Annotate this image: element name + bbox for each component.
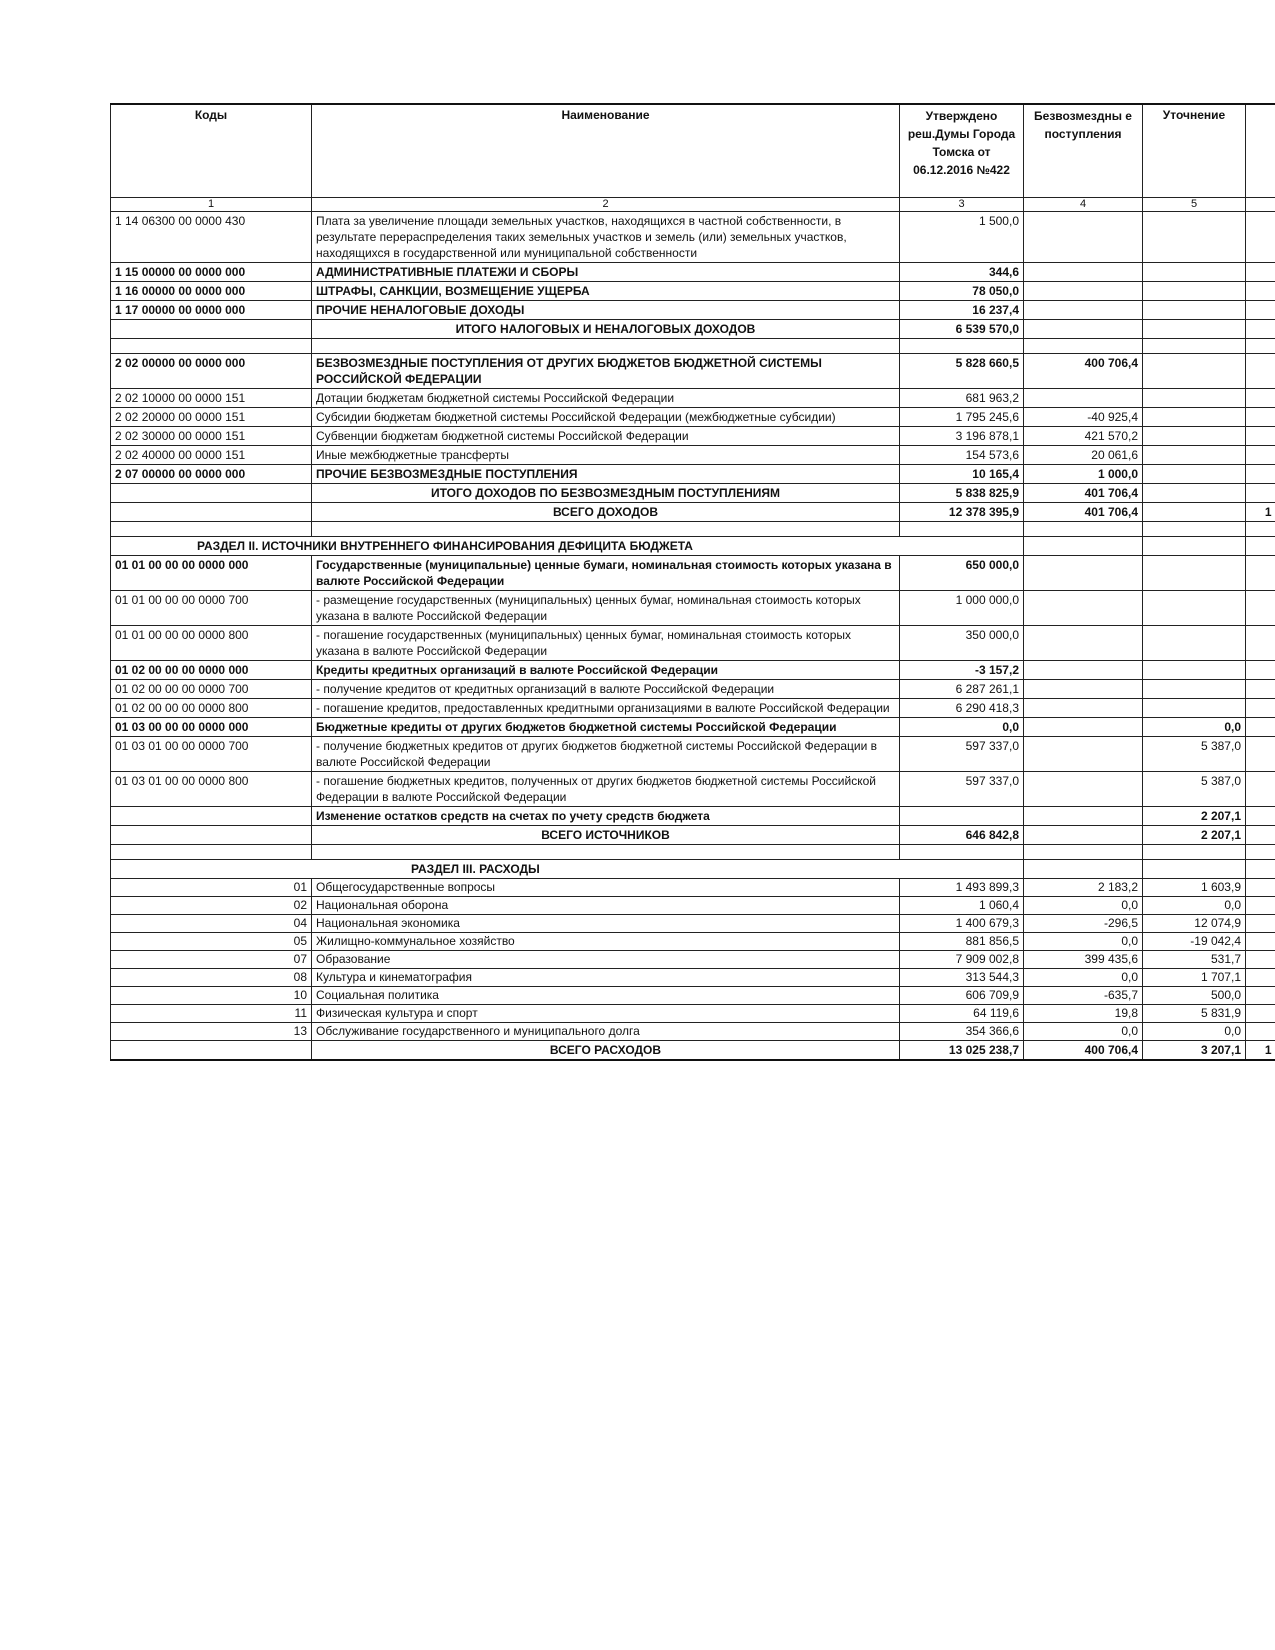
- row-name: Субсидии бюджетам бюджетной системы Российской Федерации (межбюджетные субсидии): [312, 407, 900, 426]
- header-clarification: Уточнение: [1143, 104, 1246, 197]
- table-row: [111, 555, 1275, 590]
- row-approved: 1 493 899,3: [900, 878, 1024, 896]
- row-code: 1 15 00000 00 0000 000: [111, 262, 312, 281]
- row-approved: 354 366,6: [900, 1022, 1024, 1040]
- table-row: [111, 736, 1275, 771]
- row-name: Изменение остатков средств на счетах по учету средств бюджета: [312, 806, 900, 825]
- table-row: [111, 1022, 1275, 1040]
- row-code: 07: [111, 950, 312, 968]
- table-row: [111, 914, 1275, 932]
- row-code: 08: [111, 968, 312, 986]
- row-clarification: -19 042,4: [1143, 932, 1246, 950]
- row-approved: 10 165,4: [900, 464, 1024, 483]
- row-clarification: 1 707,1: [1143, 968, 1246, 986]
- row-code: 01 02 00 00 00 0000 800: [111, 698, 312, 717]
- row-approved: 597 337,0: [900, 736, 1024, 771]
- row-name: Культура и кинематография: [312, 968, 900, 986]
- row-approved: 1 400 679,3: [900, 914, 1024, 932]
- row-clarification: 0,0: [1143, 717, 1246, 736]
- row-code: 01: [111, 878, 312, 896]
- row-code: 01 01 00 00 00 0000 800: [111, 625, 312, 660]
- row-approved: 1 000 000,0: [900, 590, 1024, 625]
- row-name: Национальная экономика: [312, 914, 900, 932]
- table-row: [111, 986, 1275, 1004]
- row-code: 05: [111, 932, 312, 950]
- row-code: 11: [111, 1004, 312, 1022]
- colnum-3: 3: [900, 197, 1024, 211]
- row-clarification: 2 207,1: [1143, 806, 1246, 825]
- row-approved: 13 025 238,7: [900, 1040, 1024, 1060]
- row-approved: 606 709,9: [900, 986, 1024, 1004]
- row-approved: 313 544,3: [900, 968, 1024, 986]
- row-approved: 1 795 245,6: [900, 407, 1024, 426]
- row-approved: 5 828 660,5: [900, 353, 1024, 388]
- row-approved: 881 856,5: [900, 932, 1024, 950]
- row-approved: 350 000,0: [900, 625, 1024, 660]
- budget-document: [110, 103, 1275, 1061]
- row-code: 01 02 00 00 00 0000 000: [111, 660, 312, 679]
- row-code: 2 02 00000 00 0000 000: [111, 353, 312, 388]
- table-row: [111, 968, 1275, 986]
- row-name: ПРОЧИЕ БЕЗВОЗМЕЗДНЫЕ ПОСТУПЛЕНИЯ: [312, 464, 900, 483]
- table-row: [111, 625, 1275, 660]
- row-name: АДМИНИСТРАТИВНЫЕ ПЛАТЕЖИ И СБОРЫ: [312, 262, 900, 281]
- table-row: [111, 771, 1275, 806]
- subtotal-row: [111, 483, 1275, 502]
- row-clarification: 0,0: [1143, 1022, 1246, 1040]
- spacer-row: [111, 338, 1275, 353]
- colnum-5: 5: [1143, 197, 1246, 211]
- table-row: [111, 281, 1275, 300]
- colnum-1: 1: [111, 197, 312, 211]
- table-row: [111, 262, 1275, 281]
- row-approved: 64 119,6: [900, 1004, 1024, 1022]
- row-name: Физическая культура и спорт: [312, 1004, 900, 1022]
- row-code: 2 02 30000 00 0000 151: [111, 426, 312, 445]
- row-gratuitous: -40 925,4: [1024, 407, 1143, 426]
- colnum-4: 4: [1024, 197, 1143, 211]
- row-code: 10: [111, 986, 312, 1004]
- table-row: [111, 932, 1275, 950]
- table-row: [111, 806, 1275, 825]
- table-row: [111, 660, 1275, 679]
- row-name: Кредиты кредитных организаций в валюте Российской Федерации: [312, 660, 900, 679]
- section-title: РАЗДЕЛ II. ИСТОЧНИКИ ВНУТРЕННЕГО ФИНАНСИРОВАНИЯ ДЕФИЦИТА БЮДЖЕТА: [111, 536, 1024, 555]
- row-code: 1 14 06300 00 0000 430: [111, 211, 312, 262]
- row-name: Государственные (муниципальные) ценные бумаги, номинальная стоимость которых указана в валюте Российской Федерации: [312, 555, 900, 590]
- header-approved: Утверждено реш.Думы Города Томска от 06.12.2016 №422: [900, 104, 1024, 197]
- table-row: [111, 698, 1275, 717]
- row-approved: 1 500,0: [900, 211, 1024, 262]
- table-row: [111, 878, 1275, 896]
- row-approved: 650 000,0: [900, 555, 1024, 590]
- header-extra: [1246, 104, 1275, 197]
- table-row: [111, 426, 1275, 445]
- row-gratuitous: 0,0: [1024, 1022, 1143, 1040]
- row-clarification: 5 831,9: [1143, 1004, 1246, 1022]
- row-code: 01 01 00 00 00 0000 700: [111, 590, 312, 625]
- table-row: [111, 388, 1275, 407]
- row-approved: 681 963,2: [900, 388, 1024, 407]
- row-name: Дотации бюджетам бюджетной системы Российской Федерации: [312, 388, 900, 407]
- row-approved: 6 290 418,3: [900, 698, 1024, 717]
- row-approved: -3 157,2: [900, 660, 1024, 679]
- row-clarification: 3 207,1: [1143, 1040, 1246, 1060]
- row-gratuitous: -296,5: [1024, 914, 1143, 932]
- row-extra: 1: [1246, 502, 1275, 521]
- row-gratuitous: 0,0: [1024, 896, 1143, 914]
- row-approved: 6 539 570,0: [900, 319, 1024, 338]
- row-name: ИТОГО ДОХОДОВ ПО БЕЗВОЗМЕЗДНЫМ ПОСТУПЛЕНИЯМ: [312, 483, 900, 502]
- row-code: 1 16 00000 00 0000 000: [111, 281, 312, 300]
- row-name: ВСЕГО ДОХОДОВ: [312, 502, 900, 521]
- row-extra: 1: [1246, 1040, 1275, 1060]
- row-code: 04: [111, 914, 312, 932]
- row-gratuitous: 2 183,2: [1024, 878, 1143, 896]
- row-clarification: 500,0: [1143, 986, 1246, 1004]
- row-code: 1 17 00000 00 0000 000: [111, 300, 312, 319]
- row-name: ИТОГО НАЛОГОВЫХ И НЕНАЛОГОВЫХ ДОХОДОВ: [312, 319, 900, 338]
- row-code: 01 01 00 00 00 0000 000: [111, 555, 312, 590]
- row-name: Социальная политика: [312, 986, 900, 1004]
- row-code: 2 07 00000 00 0000 000: [111, 464, 312, 483]
- row-approved: 646 842,8: [900, 825, 1024, 844]
- row-gratuitous: 20 061,6: [1024, 445, 1143, 464]
- spacer-row: [111, 844, 1275, 859]
- table-row: [111, 464, 1275, 483]
- row-name: Жилищно-коммунальное хозяйство: [312, 932, 900, 950]
- row-approved: 78 050,0: [900, 281, 1024, 300]
- row-name: Плата за увеличение площади земельных участков, находящихся в частной собственности, в результате перераспределения таких земельных участков и земель (или) земельных участков, находящихся в государственной или муниципальной собственности: [312, 211, 900, 262]
- table-row: [111, 300, 1275, 319]
- row-name: Национальная оборона: [312, 896, 900, 914]
- row-approved: 7 909 002,8: [900, 950, 1024, 968]
- row-gratuitous: -635,7: [1024, 986, 1143, 1004]
- row-name: - погашение бюджетных кредитов, полученных от других бюджетов бюджетной системы Российской Федерации в валюте Российской Федерации: [312, 771, 900, 806]
- row-code: 2 02 20000 00 0000 151: [111, 407, 312, 426]
- row-clarification: 5 387,0: [1143, 736, 1246, 771]
- row-name: - размещение государственных (муниципальных) ценных бумаг, номинальная стоимость которых указана в валюте Российской Федерации: [312, 590, 900, 625]
- table-row: [111, 445, 1275, 464]
- row-name: ВСЕГО ИСТОЧНИКОВ: [312, 825, 900, 844]
- row-clarification: 1 603,9: [1143, 878, 1246, 896]
- table-row: [111, 717, 1275, 736]
- row-gratuitous: 19,8: [1024, 1004, 1143, 1022]
- row-gratuitous: 0,0: [1024, 968, 1143, 986]
- row-approved: 1 060,4: [900, 896, 1024, 914]
- table-row: [111, 353, 1275, 388]
- row-name: БЕЗВОЗМЕЗДНЫЕ ПОСТУПЛЕНИЯ ОТ ДРУГИХ БЮДЖЕТОВ БЮДЖЕТНОЙ СИСТЕМЫ РОССИЙСКОЙ ФЕДЕРАЦИИ: [312, 353, 900, 388]
- row-approved: 6 287 261,1: [900, 679, 1024, 698]
- row-name: Бюджетные кредиты от других бюджетов бюджетной системы Российской Федерации: [312, 717, 900, 736]
- header-row: [111, 104, 1275, 197]
- header-gratuitous: Безвозмездны е поступления: [1024, 104, 1143, 197]
- row-gratuitous: 0,0: [1024, 932, 1143, 950]
- row-approved: 3 196 878,1: [900, 426, 1024, 445]
- row-name: - получение кредитов от кредитных организаций в валюте Российской Федерации: [312, 679, 900, 698]
- row-code: 13: [111, 1022, 312, 1040]
- section-title: РАЗДЕЛ III. РАСХОДЫ: [111, 859, 1024, 878]
- table-row: [111, 211, 1275, 262]
- row-name: ШТРАФЫ, САНКЦИИ, ВОЗМЕЩЕНИЕ УЩЕРБА: [312, 281, 900, 300]
- row-approved: 0,0: [900, 717, 1024, 736]
- row-name: Субвенции бюджетам бюджетной системы Российской Федерации: [312, 426, 900, 445]
- row-code: 01 03 01 00 00 0000 700: [111, 736, 312, 771]
- table-row: [111, 679, 1275, 698]
- row-gratuitous: 399 435,6: [1024, 950, 1143, 968]
- row-approved: 154 573,6: [900, 445, 1024, 464]
- subtotal-row: [111, 319, 1275, 338]
- header-codes: Коды: [111, 104, 312, 197]
- row-name: ВСЕГО РАСХОДОВ: [312, 1040, 900, 1060]
- table-row: [111, 950, 1275, 968]
- total-expenses-row: [111, 1040, 1275, 1060]
- row-name: Иные межбюджетные трансферты: [312, 445, 900, 464]
- row-approved: 16 237,4: [900, 300, 1024, 319]
- row-code: 02: [111, 896, 312, 914]
- spacer-row: [111, 521, 1275, 536]
- total-income-row: [111, 502, 1275, 521]
- row-gratuitous: 400 706,4: [1024, 1040, 1143, 1060]
- row-clarification: 0,0: [1143, 896, 1246, 914]
- budget-table: [110, 103, 1275, 1061]
- column-numbers-row: [111, 197, 1275, 211]
- row-clarification: 531,7: [1143, 950, 1246, 968]
- section-title-row: [111, 536, 1275, 555]
- row-gratuitous: 421 570,2: [1024, 426, 1143, 445]
- row-name: Образование: [312, 950, 900, 968]
- table-row: [111, 1004, 1275, 1022]
- row-approved: 597 337,0: [900, 771, 1024, 806]
- row-name: - получение бюджетных кредитов от других бюджетов бюджетной системы Российской Федерации в валюте Российской Федерации: [312, 736, 900, 771]
- row-code: 01 02 00 00 00 0000 700: [111, 679, 312, 698]
- row-gratuitous: 1 000,0: [1024, 464, 1143, 483]
- row-gratuitous: 401 706,4: [1024, 502, 1143, 521]
- row-code: 2 02 10000 00 0000 151: [111, 388, 312, 407]
- section-title-row: [111, 859, 1275, 878]
- row-name: - погашение государственных (муниципальных) ценных бумаг, номинальная стоимость которых указана в валюте Российской Федерации: [312, 625, 900, 660]
- table-row: [111, 896, 1275, 914]
- row-clarification: 12 074,9: [1143, 914, 1246, 932]
- row-code: 01 03 01 00 00 0000 800: [111, 771, 312, 806]
- total-sources-row: [111, 825, 1275, 844]
- row-name: - погашение кредитов, предоставленных кредитными организациями в валюте Российской Федерации: [312, 698, 900, 717]
- row-clarification: 2 207,1: [1143, 825, 1246, 844]
- row-approved: 5 838 825,9: [900, 483, 1024, 502]
- row-gratuitous: 400 706,4: [1024, 353, 1143, 388]
- row-name: Обслуживание государственного и муниципального долга: [312, 1022, 900, 1040]
- row-approved: 344,6: [900, 262, 1024, 281]
- row-clarification: 5 387,0: [1143, 771, 1246, 806]
- row-name: Общегосударственные вопросы: [312, 878, 900, 896]
- table-row: [111, 590, 1275, 625]
- header-name: Наименование: [312, 104, 900, 197]
- row-name: ПРОЧИЕ НЕНАЛОГОВЫЕ ДОХОДЫ: [312, 300, 900, 319]
- table-row: [111, 407, 1275, 426]
- colnum-2: 2: [312, 197, 900, 211]
- row-code: 01 03 00 00 00 0000 000: [111, 717, 312, 736]
- row-code: 2 02 40000 00 0000 151: [111, 445, 312, 464]
- row-gratuitous: 401 706,4: [1024, 483, 1143, 502]
- row-approved: 12 378 395,9: [900, 502, 1024, 521]
